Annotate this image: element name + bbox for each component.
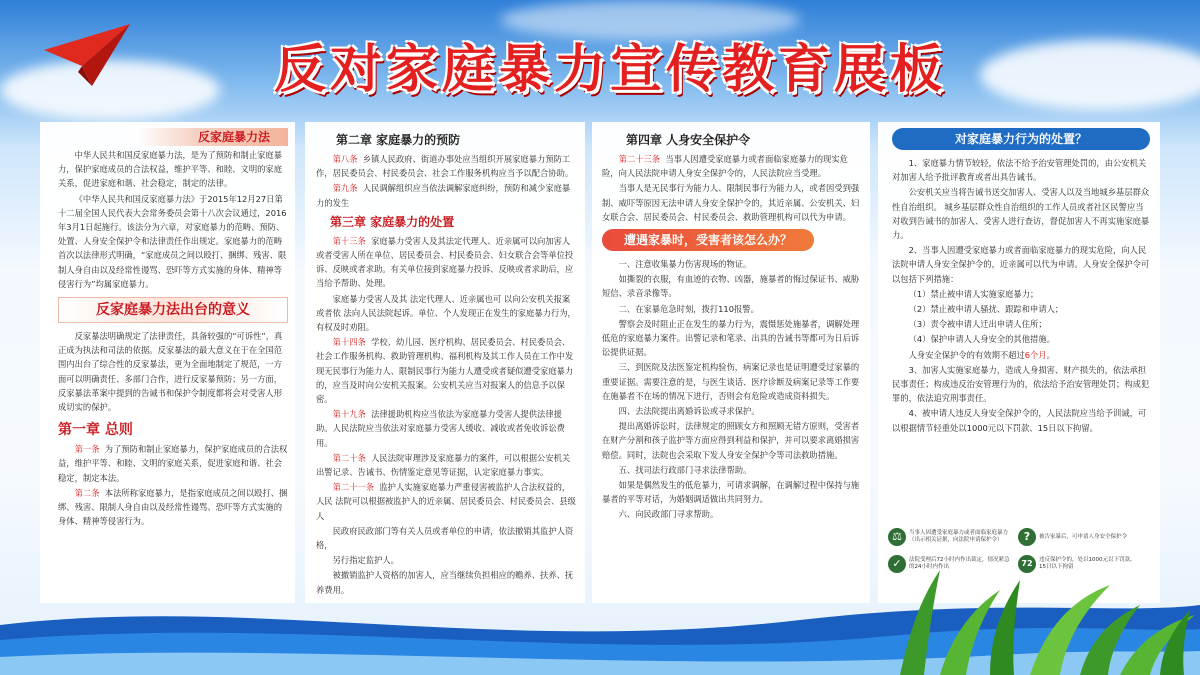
paragraph: 2、当事人因遭受家庭暴力或者面临家庭暴力的现实危险，向人民法院申请人身安全保护令的，近亲属可以代为申请。人身安全保护令可以包括下列措施： — [892, 245, 1150, 284]
page-title: 反对家庭暴力宣传教育展板 — [273, 40, 946, 100]
victim-step: 四、去法院提出离婚诉讼或寻求保护。 — [618, 406, 760, 417]
article: 第二条 本法所称家庭暴力，是指家庭成员之间以殴打、捆绑、残害、限制人身自由以及经常性谩骂、恐吓等方式实施的身体、精神等侵害行为。 — [58, 487, 288, 527]
column-protection-order — [602, 128, 864, 598]
victim-step: 提出离婚诉讼时，法律规定的照顾女方和照顾无错方原则，受害者在财产分割和孩子监护等方面应得到利益和保护，并可以要求离婚损害赔偿。同时，法院也会采取下发人身安全保护令等司法救助措施。 — [602, 421, 860, 460]
paragraph: 中华人民共和国反家庭暴力法，是为了预防和制止家庭暴力，保护家庭成员的合法权益，维护平等、和睦、文明的家庭关系，促进家庭和谐、社会稳定，制定的法律。 — [58, 150, 283, 189]
article: 第八条 乡镇人民政府、街道办事处应当组织开展家庭暴力预防工作，居民委员会、村民委员会、社会工作服务机构应当予以配合协助。 — [316, 154, 574, 179]
section-heading-victim: 遭遇家暴时，受害者该怎么办？ — [602, 229, 814, 251]
article: 家庭暴力受害人及其 法定代理人、近亲属也可 以向公安机关报案或者依 法向人民法院起诉。单位、个人发现正在发生的家庭暴力行为，有权及时劝阻。 — [316, 293, 576, 333]
measure-item: （3）责令被申请人迁出申请人住所； — [908, 319, 1047, 330]
measure-item: （2）禁止被申请人骚扰、跟踪和申请人； — [908, 304, 1064, 315]
paragraph: 4、被申请人违反人身安全保护令的，人民法院应当给予训诫，可以根据情节轻重处以1000元以下罚款、15日以下拘留。 — [892, 408, 1147, 433]
legend-item: ⚖ 当事人因遭受家庭暴力或者面临家庭暴力（出示相关证据，向法院申请保护令） — [888, 528, 1010, 546]
legend-item: ? 被告家暴后，可申请人身安全保护令 — [1018, 528, 1140, 546]
victim-step: 二、在家暴危急时刻，拨打110报警。 — [618, 303, 759, 314]
measure-item: （1）禁止被申请人实施家庭暴力； — [908, 288, 1039, 299]
victim-step: 警察会及时阻止正在发生的暴力行为，震慑惩处施暴者，调解处理低危的家庭暴力案件。出警记录和笔录、出具的告诫书等都可为日后诉讼提供证据。 — [602, 318, 860, 358]
chapter-heading: 第二章 家庭暴力的预防 — [336, 133, 461, 147]
article: 第十四条 学校、幼儿园、医疗机构、居民委员会、村民委员会、社会工作服务机构、救助管理机构、福利机构及其工作人员在工作中发现无民事行为能力人、限制民事行为能力人遭受或者疑似遭受家庭暴力的，应当及时向公安机关报案。公安机关应当对报案人的信息予以保密。 — [316, 337, 574, 405]
article: 第十九条 法律援助机构应当依法为家庭暴力受害人提供法律援助。人民法院应当依法对家庭暴力受害人缓收、减收或者免收诉讼费用。 — [316, 409, 565, 448]
article: 第十三条 家庭暴力受害人及其法定代理人、近亲属可以向加害人或者受害人所在单位、居民委员会、村民委员会、妇女联合会等单位投诉、反映或者求助。有关单位接到家庭暴力投诉、反映或者求助后，应当给予帮助、处理。 — [316, 235, 574, 289]
column-handling — [892, 128, 1150, 523]
chapter-heading: 第一章 总则 — [58, 422, 133, 439]
measure-item: （4）保护申请人人身安全的其他措施。 — [908, 334, 1055, 345]
legend-item: 72 违反保护令的，处以1000元以下罚款、15日以下拘留 — [1018, 555, 1140, 573]
article: 第九条 人民调解组织应当依法调解家庭纠纷，预防和减少家庭暴力的发生 — [316, 183, 571, 208]
article: 当事人是无民事行为能力人、限制民事行为能力人，或者因受到强制、威吓等原因无法申请人身安全保护令的，其近亲属、公安机关、妇女联合会、居民委员会、村民委员会、救助管理机构可以代为申请。 — [602, 183, 860, 222]
victim-step: 五、找司法行政部门寻求法律帮助。 — [618, 464, 752, 475]
paper-plane-icon — [42, 20, 132, 90]
paragraph: 公安机关应当将告诫书送交加害人、受害人以及当地城乡基层群众性自治组织。 城乡基层群众性自治组织的工作人员或者社区民警应当对收到告诫书的加害人、受害人进行查访，督促加害人不再实施家庭暴力。 — [892, 187, 1150, 241]
article: 民政府民政部门等有关人员或者单位的申请，依法撤销其监护人资格， — [316, 525, 574, 551]
chapter-heading: 第四章 人身安全保护令 — [626, 133, 751, 147]
check-icon: ✓ — [888, 555, 906, 573]
paragraph: 1、家庭暴力情节较轻，依法不给予治安管理处罚的，由公安机关对加害人给予批评教育或者出具告诫书。 — [892, 158, 1147, 183]
victim-step: 如果是偶然发生的低危暴力，可请求调解，在调解过程中保持与施暴者的平等对话，为婚姻调适做出共同努力。 — [602, 480, 860, 505]
legend-item: ✓ 法院受理后72小时内作出裁定，情况紧急的24小时内作出 — [888, 555, 1010, 573]
validity-note: 人身安全保护令的有效期不超过6个月。 — [908, 349, 1055, 360]
victim-step: 六、向民政部门寻求帮助。 — [618, 509, 719, 520]
section-heading-handling: 对家庭暴力行为的处置？ — [892, 128, 1150, 150]
question-icon: ? — [1018, 528, 1036, 546]
paragraph: 《中华人民共和国反家庭暴力法》于2015年12月27日第十二届全国人民代表大会常务委员会第十八次会议通过，2016年3月1日起施行。该法分为六章，对家庭暴力的范畴、预防、处置、人身安全保护令和法律责任作出规定。家庭暴力的范畴首次以法律形式明确，“家庭成员之间以殴打、捆绑、残害、限制人身自由以及经常性谩骂、恐吓等方式实施的身体、精神等侵害行为”均属家庭暴力。 — [58, 193, 287, 289]
grass-decoration — [880, 560, 1200, 675]
article: 第二十一条 监护人实施家庭暴力严重侵害被监护人合法权益的，人民 法院可以根据被监护人的近亲属、居民委员会、村民委员会、县级人 — [316, 482, 576, 521]
paragraph: 3、加害人实施家庭暴力，造成人身损害、财产损失的，依法承担民事责任；构成违反治安管理行为的，依法给予治安管理处罚；构成犯罪的，依法追究刑事责任。 — [892, 364, 1150, 404]
victim-step: 如撕裂的衣服，有血迹的衣物、凶器，施暴者的悔过保证书、威胁短信、录音录像等。 — [602, 274, 860, 299]
victim-step: 三、到医院及法医鉴定机构验伤，病案记录也是证明遭受过家暴的重要证据。需要注意的是，与医生谈话、医疗诊断及病案记录等工作要在施暴者不在场的情况下进行，否则会有危险或造成资料损失。 — [602, 362, 860, 401]
timer-72-icon: 72 — [1018, 555, 1036, 573]
cloud — [980, 40, 1200, 110]
article: 第二十三条 当事人因遭受家庭暴力或者面临家庭暴力的现实危险，向人民法院申请人身安全保护令的，人民法院应当受理。 — [602, 154, 848, 179]
column-law-intro — [58, 128, 288, 598]
paragraph: 反家暴法明确规定了法律责任，具备较强的“可诉性”，真正成为执法和司法的依据。反家暴法的最大意义在于在全国范围内出台了综合性的反家暴法，更为全面地制定了规范，一方面可以明确责任、多部门合作，进行反家暴预防；另一方面，反家暴法革案中提到的告诫书和保护令制度都将会对受害人形成切实的保护。 — [58, 331, 283, 413]
section-heading-meaning: 反家庭暴力法出台的意义 — [58, 297, 288, 323]
article: 被撤销监护人资格的加害人，应当继续负担相应的赡养、扶养、抚养费用。 — [316, 570, 574, 595]
article: 第二十条 人民法院审理涉及家庭暴力的案件，可以根据公安机关出警记录、告诫书、伤情鉴定意见等证据，认定家庭暴力事实。 — [316, 452, 571, 478]
scale-icon: ⚖ — [888, 528, 906, 546]
article: 第一条 为了预防和制止家庭暴力，保护家庭成员的合法权益，维护平等、和睦、文明的家庭关系，促进家庭和谐、社会稳定，制定本法。 — [58, 444, 288, 483]
chapter-heading: 第三章 家庭暴力的处置 — [330, 214, 455, 229]
column-prevention — [316, 128, 578, 598]
victim-step: 一、注意收集暴力伤害现场的物证。 — [618, 259, 752, 270]
section-heading-law: 反家庭暴力法 — [138, 128, 288, 146]
article: 另行指定监护人。 — [332, 555, 399, 566]
